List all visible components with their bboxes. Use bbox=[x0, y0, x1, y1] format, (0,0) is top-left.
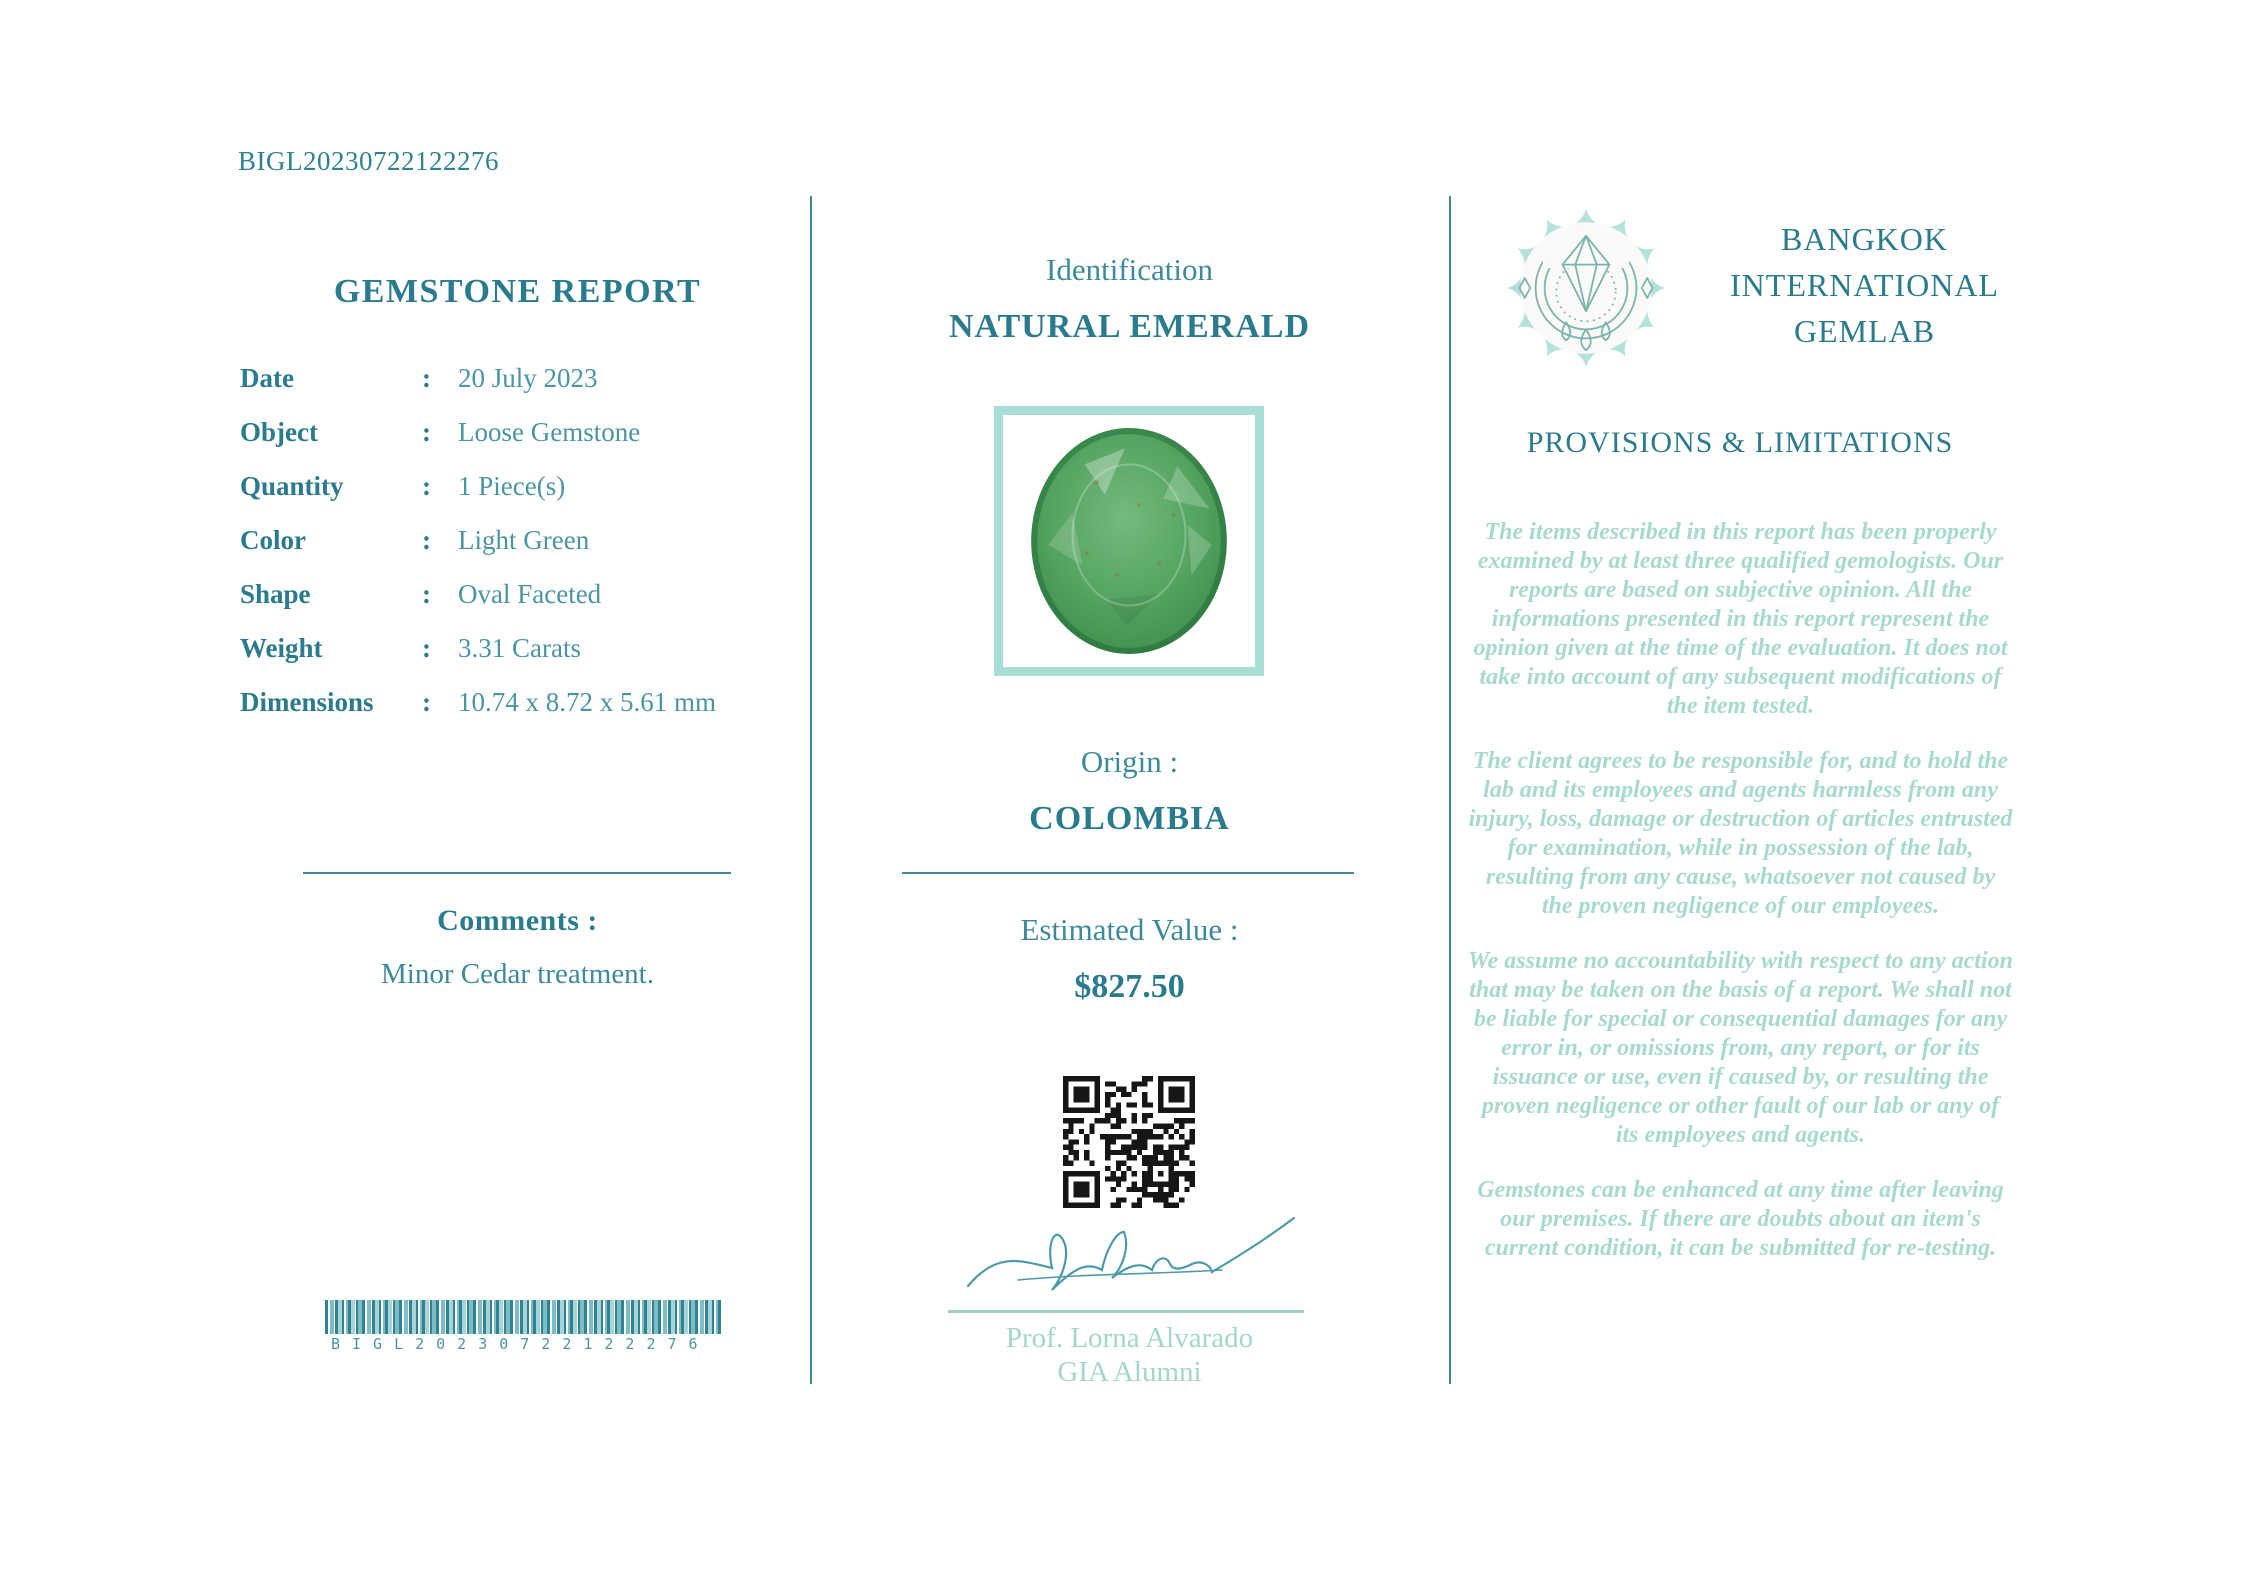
provisions-paragraph: Gemstones can be enhanced at any time after leaving our premises. If there are doubts about an item's current condition, it can be submitted for re-testing. bbox=[1477, 1177, 2004, 1261]
estimated-value-label: Estimated Value : bbox=[1020, 912, 1239, 947]
field-row-object bbox=[240, 416, 800, 449]
report-fields bbox=[240, 362, 800, 740]
column-divider-left bbox=[810, 196, 812, 1384]
signatory-name: Prof. Lorna Alvarado bbox=[1005, 1322, 1254, 1354]
origin-label: Origin : bbox=[1080, 744, 1179, 779]
provisions-paragraph: The items described in this report has been properly examined by at least three qualified gemologists. Our reports are based on subjective opinion. All the informations presented in this report represent the opinion given at the time of the evaluation. It does not take into account of any subsequent modifications of the item tested. bbox=[1473, 519, 2008, 719]
report-title: GEMSTONE REPORT bbox=[333, 272, 702, 310]
org-name-line: GEMLAB bbox=[1793, 313, 1936, 349]
identification-label: Identification bbox=[1046, 252, 1213, 287]
signature-line bbox=[948, 1310, 1304, 1313]
field-label: Date bbox=[240, 363, 294, 393]
field-label: Object bbox=[240, 417, 318, 447]
barcode-text: BIGL20230722122276 bbox=[331, 1335, 710, 1353]
field-label: Color bbox=[240, 525, 306, 555]
barcode-bars-icon bbox=[325, 1300, 721, 1334]
field-value: Loose Gemstone bbox=[458, 417, 641, 447]
field-row-quantity bbox=[240, 470, 800, 503]
org-name bbox=[1672, 216, 2057, 354]
value-divider bbox=[902, 872, 1354, 874]
field-value: 3.31 Carats bbox=[458, 633, 581, 663]
field-value: 10.74 x 8.72 x 5.61 mm bbox=[458, 687, 717, 717]
provisions-paragraphs bbox=[1468, 518, 2013, 1289]
gem-photo-frame bbox=[994, 406, 1264, 676]
field-value: Light Green bbox=[458, 525, 590, 555]
comments-divider bbox=[303, 872, 731, 874]
field-value: 1 Piece(s) bbox=[458, 471, 566, 501]
field-row-color bbox=[240, 524, 800, 557]
signature-script-icon bbox=[960, 1208, 1300, 1308]
origin-value: COLOMBIA bbox=[1029, 800, 1230, 837]
field-separator: : bbox=[422, 525, 431, 555]
field-separator: : bbox=[422, 579, 431, 609]
org-name-line: INTERNATIONAL bbox=[1730, 267, 1999, 303]
field-label: Quantity bbox=[240, 471, 344, 501]
field-separator: : bbox=[422, 417, 431, 447]
gemlab-logo-badge-icon bbox=[1496, 198, 1676, 378]
barcode bbox=[325, 1300, 721, 1353]
field-row-dimensions bbox=[240, 686, 800, 719]
field-value: 20 July 2023 bbox=[458, 363, 598, 393]
field-label: Dimensions bbox=[240, 687, 374, 717]
estimated-value: $827.50 bbox=[1074, 968, 1185, 1005]
org-name-line: BANGKOK bbox=[1781, 221, 1948, 257]
gem-photo bbox=[1025, 422, 1233, 660]
field-separator: : bbox=[422, 471, 431, 501]
report-number: BIGL20230722122276 bbox=[238, 146, 499, 176]
provisions-paragraph: We assume no accountability with respect to any action that may be taken on the basis of a report. We shall not be liable for special or consequential damages for any error in, or omissions from, any report, or for its issuance or use, even if caused by, or resulting the proven negligence or other fault of our lab or any of its employees and agents. bbox=[1468, 948, 2013, 1148]
field-row-shape bbox=[240, 578, 800, 611]
field-separator: : bbox=[422, 633, 431, 663]
field-value: Oval Faceted bbox=[458, 579, 602, 609]
qr-code-icon bbox=[1063, 1076, 1195, 1208]
comments-heading: Comments : bbox=[437, 904, 598, 937]
field-row-weight bbox=[240, 632, 800, 665]
column-divider-right bbox=[1449, 196, 1451, 1384]
field-label: Weight bbox=[240, 633, 323, 663]
signatory-credential: GIA Alumni bbox=[1057, 1356, 1202, 1388]
field-separator: : bbox=[422, 363, 431, 393]
field-row-date bbox=[240, 362, 800, 395]
identification-value: NATURAL EMERALD bbox=[948, 308, 1310, 345]
field-separator: : bbox=[422, 687, 431, 717]
comments-text: Minor Cedar treatment. bbox=[381, 958, 654, 990]
provisions-paragraph: The client agrees to be responsible for, and to hold the lab and its employees and agents harmless from any injury, loss, damage or destruction of articles entrusted for examination, while in possession of the lab, resulting from any cause, whatsoever not caused by the proven negligence of our employees. bbox=[1468, 748, 2013, 919]
field-label: Shape bbox=[240, 579, 311, 609]
provisions-title: PROVISIONS & LIMITATIONS bbox=[1526, 426, 1954, 459]
